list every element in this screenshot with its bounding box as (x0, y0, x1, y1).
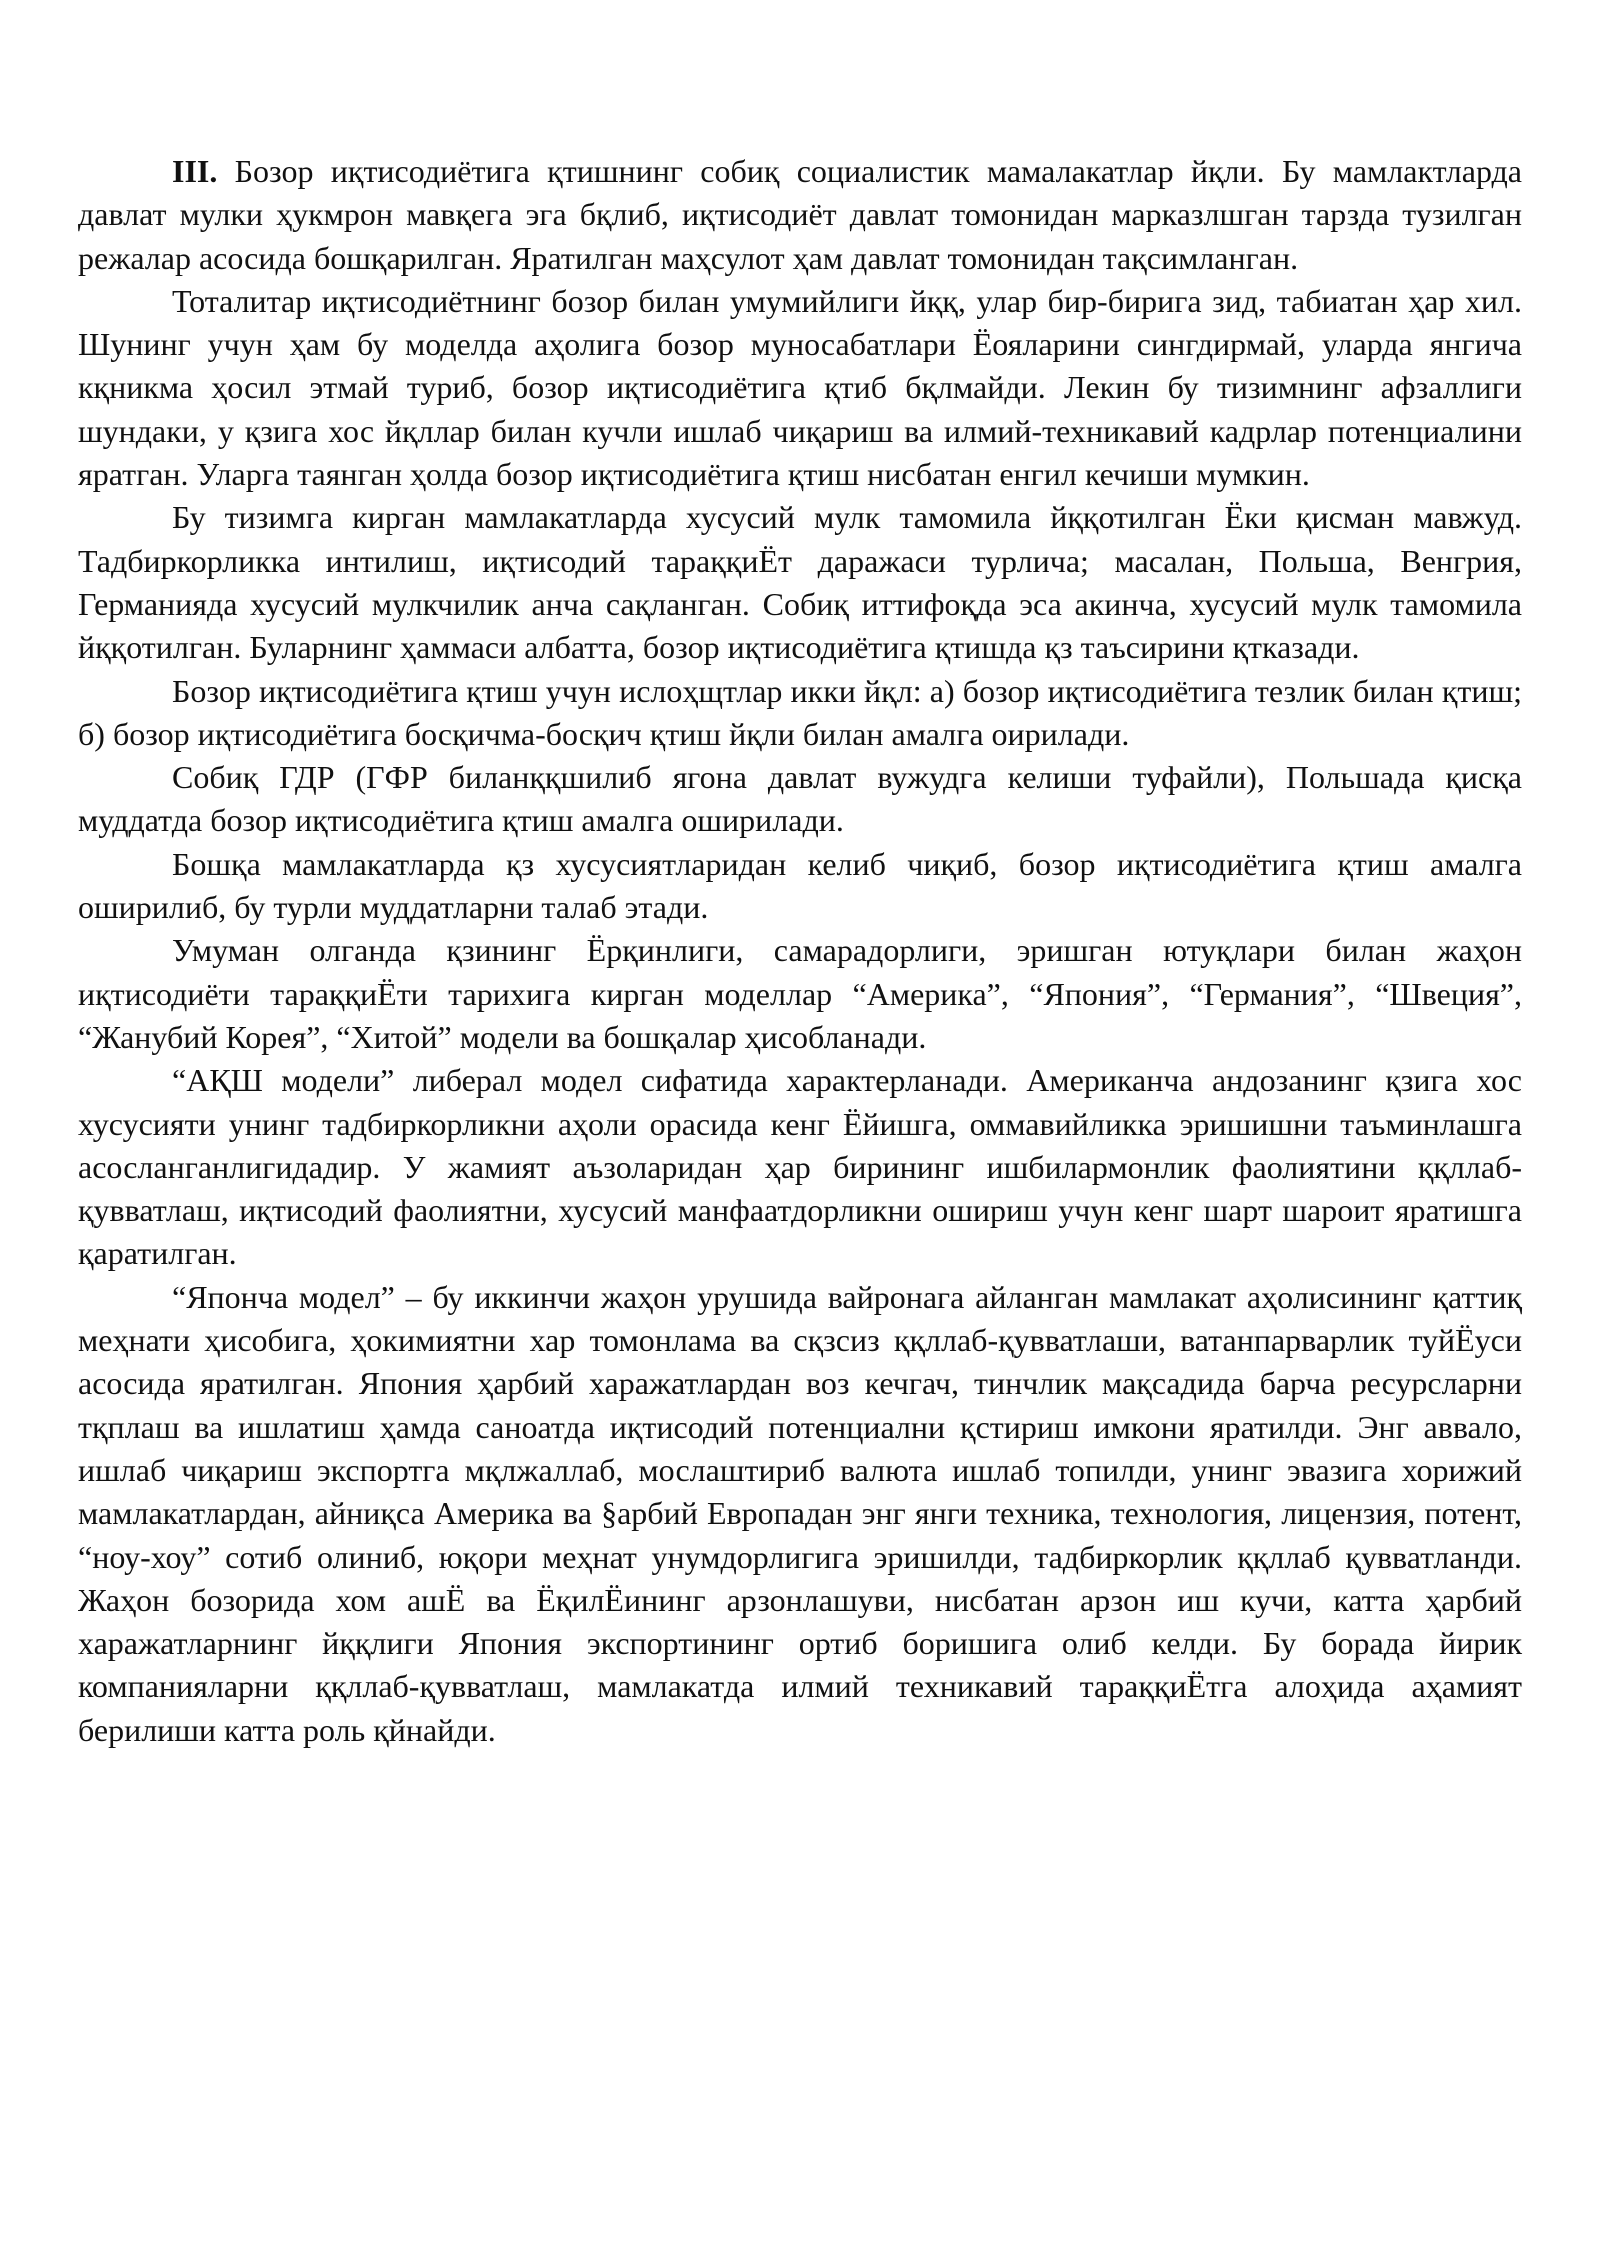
paragraph-2: Тоталитар иқтисодиётнинг бозор билан умумийлиги йққ, улар бир-бирига зид, табиатан ҳар хил. Шунинг учун ҳам бу моделда аҳолига бозор муносабатлари Ёояларини сингдирмай, уларда янгича кқникма ҳосил этмай туриб, бозор иқтисодиётига қтиб бқлмайди. Лекин бу тизимнинг афзаллиги шундаки, у қзига хос йқллар билан кучли ишлаб чиқариш ва илмий-техникавий кадрлар потенциалини яратган. Уларга таянган ҳолда бозор иқтисодиётига қтиш нисбатан енгил кечиши мумкин. (78, 282, 1522, 493)
paragraph-5: Собиқ ГДР (ГФР биланққшилиб ягона давлат вужудга келиши туфайли), Польшада қисқа муддатда бозор иқтисодиётига қтиш амалга оширилади. (78, 759, 1522, 839)
paragraph-6: Бошқа мамлакатларда қз хусусиятларидан келиб чиқиб, бозор иқтисодиётига қтиш амалга оширилиб, бу турли муддатларни талаб этади. (78, 845, 1522, 926)
paragraph-8: “АҚШ модели” либерал модел сифатида характерланади. Американча андозанинг қзига хос хусусияти унинг тадбиркорликни аҳоли орасида кенг Ёйишга, оммавийликка эришишни таъминлашга асосланганлигидадир. У жамият аъзоларидан ҳар бирининг ишбилармонлик фаолиятини ққллаб-қувватлаш, иқтисодий фаолиятни, хусусий манфаатдорликни ошириш учун кенг шарт шароит яратишга қаратилган. (78, 1062, 1522, 1272)
paragraph-4: Бозор иқтисодиётига қтиш учун ислоҳщтлар икки йқл: а) бозор иқтисодиётига тезлик билан қтиш; б) бозор иқтисодиётига босқичма-босқич қтиш йқли билан амалга оирилади. (78, 672, 1522, 752)
paragraph-9: “Японча модел” – бу иккинчи жаҳон урушида вайронага айланган мамлакат аҳолисининг қаттиқ меҳнати ҳисобига, ҳокимиятни хар томонлама ва сқзсиз ққллаб-қувватлаши, ватанпарварлик туйЁуси асосида яратилган. Япония ҳарбий харажатлардан воз кечгач, тинчлик мақсадида барча ресурсларни тқплаш ва ишлатиш ҳамда саноатда иқтисодий потенциални қстириш имкони яратилди. Энг аввало, ишлаб чиқариш экспортга мқлжаллаб, мослаштириб валюта ишлаб топилди, унинг эвазига хорижий мамлакатлардан, айниқса Америка ва §арбий Европадан энг янги техника, технология, лицензия, потент, “ноу-хоу” сотиб олиниб, юқори меҳнат унумдорлигига эришилди, тадбиркорлик ққллаб қувватланди. Жаҳон бозорида хом ашЁ ва ЁқилЁининг арзонлашуви, нисбатан арзон иш кучи, катта ҳарбий харажатларнинг йққлиги Япония экспортининг ортиб боришига олиб келди. Бу борада йирик компанияларни ққллаб-қувватлаш, мамлакатда илмий техникавий тараққиЁтга алоҳида аҳамият берилиши катта роль қйнайди. (78, 1278, 1522, 1748)
paragraph-1-text: Бозор иқтисодиётига қтишнинг собиқ социалистик мамалакатлар йқли. Бу мамлактларда давлат мулки ҳукмрон мавқега эга бқлиб, иқтисодиёт давлат томонидан марказлшган тарзда тузилган режалар асосида бошқарилган. Яратилган маҳсулот ҳам давлат томонидан тақсимланган. (78, 153, 1523, 276)
paragraph-7: Умуман олганда қзининг Ёрқинлиги, самарадорлиги, эришган ютуқлари билан жаҳон иқтисодиёти тараққиЁти тарихига кирган моделлар “Америка”, “Япония”, “Германия”, “Швеция”, “Жанубий Корея”, “Хитой” модели ва бошқалар ҳисобланади. (78, 932, 1522, 1055)
document-page (78, 150, 1522, 1752)
paragraph-3: Бу тизимга кирган мамлакатларда хусусий мулк тамомила йққотилган Ёки қисман мавжуд. Тадбиркорликка интилиш, иқтисодий тараққиЁт даражаси турлича; масалан, Польша, Венгрия, Германияда хусусий мулкчилик анча сақланган. Собиқ иттифоқда эса акинча, хусусий мулк тамомила йққотилган. Буларнинг ҳаммаси албатта, бозор иқтисодиётига қтишда қз таъсирини қтказади. (78, 499, 1522, 666)
paragraph-1 (78, 150, 1522, 280)
section-number: III. (172, 153, 218, 189)
